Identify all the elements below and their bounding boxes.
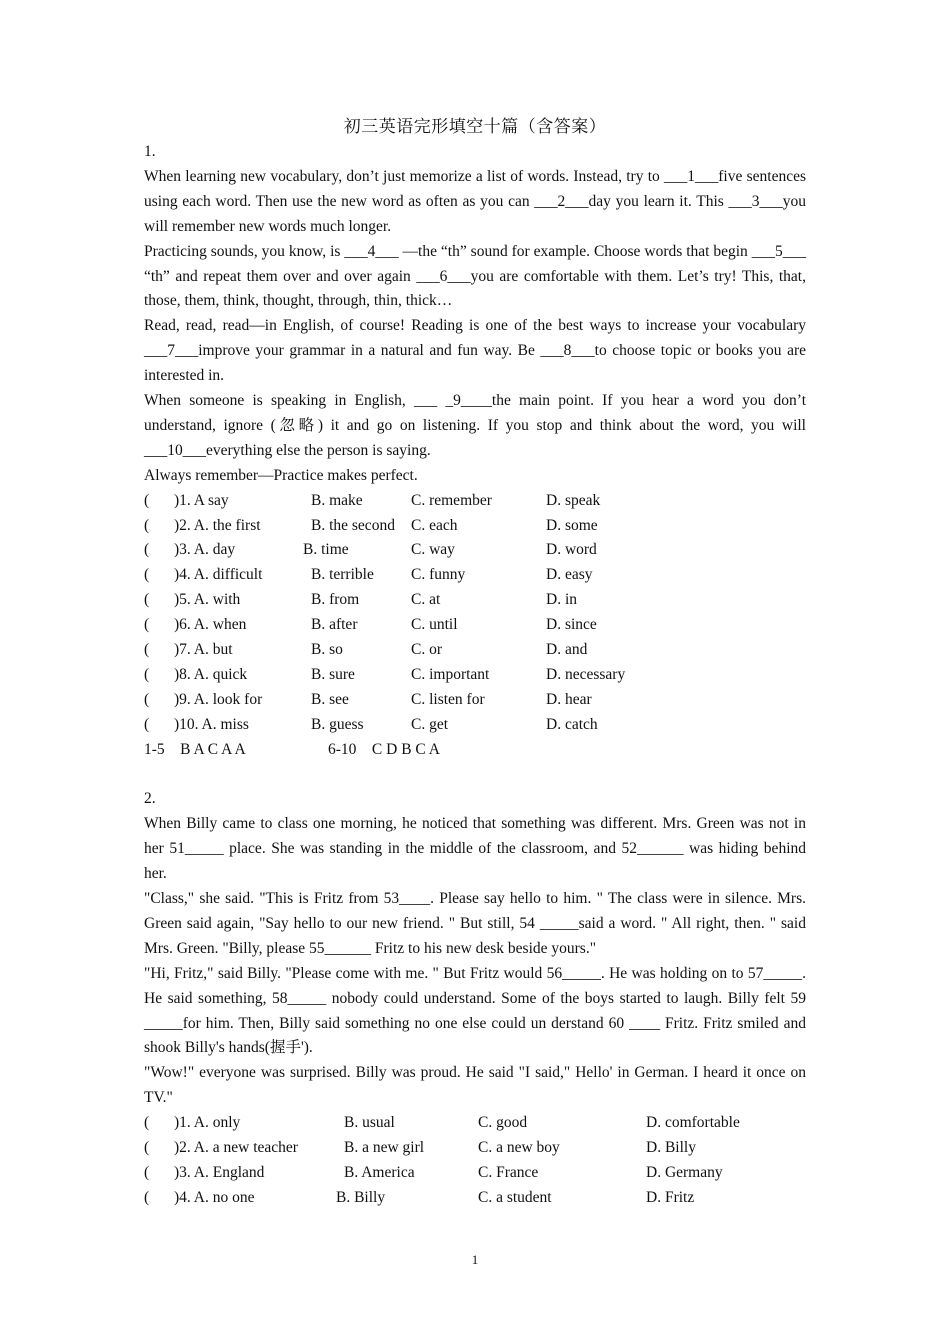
- option-d: D. in: [546, 591, 577, 609]
- option-c: C. funny: [411, 566, 466, 584]
- answer-blank: (: [144, 516, 150, 534]
- option-d: D. necessary: [546, 665, 626, 683]
- option-b: B. see: [311, 690, 349, 708]
- option-row: [144, 1136, 806, 1161]
- option-b: B. America: [344, 1163, 415, 1181]
- option-a: )9. A. look for: [174, 690, 263, 708]
- option-a: )4. A. no one: [174, 1188, 255, 1206]
- option-a: )3. A. day: [174, 541, 236, 559]
- answer-blank: (: [144, 641, 150, 659]
- passage-paragraph: Practicing sounds, you know, is ___4___ —the “th” sound for example. Choose words that begin ___5___ “th” and repeat them over and over again ___6___you are comfortable with them. Let’s try! This, that, those, them, think, thought, through, thin, thick…: [144, 242, 806, 310]
- option-d: D. Germany: [646, 1163, 723, 1181]
- answer-blank: (: [144, 541, 150, 559]
- option-row: [144, 613, 806, 638]
- passage-paragraph: Always remember—Practice makes perfect.: [144, 466, 418, 484]
- option-a: )8. A. quick: [174, 665, 248, 683]
- option-a: )2. A. the first: [174, 516, 261, 534]
- option-c: C. important: [411, 665, 490, 683]
- passage-paragraph: When learning new vocabulary, don’t just memorize a list of words. Instead, try to ___1___five sentences using each word. Then use the new word as often as you can ___2___day you learn it. This ___3___you will remember new words much longer.: [144, 167, 806, 235]
- option-c: C. listen for: [411, 690, 485, 708]
- option-d: D. easy: [546, 566, 593, 584]
- option-b: B. make: [311, 491, 363, 509]
- passage-paragraph: Read, read, read—in English, of course! Reading is one of the best ways to increase your vocabulary ___7___improve your grammar in a natural and fun way. Be ___8___to choose topic or books you are interested in.: [144, 317, 806, 385]
- option-d: D. comfortable: [646, 1114, 740, 1132]
- option-a: )6. A. when: [174, 616, 247, 634]
- answer-blank: (: [144, 1139, 150, 1157]
- option-d: D. since: [546, 616, 597, 634]
- option-b: B. so: [311, 641, 343, 659]
- option-c: C. get: [411, 715, 449, 733]
- section-1: [144, 140, 806, 762]
- option-row: [144, 1186, 806, 1211]
- answer-blank: (: [144, 491, 150, 509]
- option-b: B. sure: [311, 665, 355, 683]
- option-d: D. Fritz: [646, 1188, 695, 1206]
- section-number: 2.: [144, 790, 156, 808]
- option-b: B. time: [303, 541, 349, 559]
- option-row: [144, 1111, 806, 1136]
- option-b: B. terrible: [311, 566, 374, 584]
- option-c: C. good: [478, 1114, 528, 1132]
- option-c: C. each: [411, 516, 458, 534]
- option-d: D. and: [546, 641, 588, 659]
- option-d: D. word: [546, 541, 597, 559]
- option-row: [144, 688, 806, 713]
- option-row: [144, 588, 806, 613]
- page-number: 1: [471, 1252, 479, 1267]
- passage-paragraph: "Hi, Fritz," said Billy. "Please come with me. " But Fritz would 56_____. He was holding on to 57_____. He said something, 58_____ nobody could understand. Some of the boys started to laugh. Billy felt 59 _____for him. Then, Billy said something no one else could un derstand 60 ____ Fritz. Fritz smiled and shook Billy's hands(握手').: [144, 964, 806, 1057]
- passage-paragraph: When Billy came to class one morning, he noticed that something was different. Mrs. Green was not in her 51_____ place. She was standing in the middle of the classroom, and 52______ was hiding behind her.: [144, 815, 806, 883]
- option-row: [144, 663, 806, 688]
- option-a: )10. A. miss: [174, 715, 249, 733]
- answer-blank: (: [144, 1163, 150, 1181]
- answer-key-6-10: 6-10 C D B C A: [328, 740, 440, 758]
- answer-blank: (: [144, 1114, 150, 1132]
- section-number: 1.: [144, 143, 156, 160]
- option-row: [144, 638, 806, 663]
- option-a: )4. A. difficult: [174, 566, 263, 584]
- option-c: C. or: [411, 641, 442, 659]
- option-b: B. the second: [311, 516, 395, 534]
- option-c: C. remember: [411, 491, 492, 509]
- passage-paragraph: "Wow!" everyone was surprised. Billy was proud. He said "I said," Hello' in German. I heard it once on TV.": [144, 1064, 806, 1107]
- option-a: )1. A. only: [174, 1114, 241, 1132]
- option-a: )5. A. with: [174, 591, 241, 609]
- option-d: D. catch: [546, 715, 598, 733]
- option-row: [144, 713, 806, 738]
- answer-blank: (: [144, 665, 150, 683]
- answer-blank: (: [144, 690, 150, 708]
- option-d: D. speak: [546, 491, 601, 509]
- answer-blank: (: [144, 616, 150, 634]
- option-d: D. Billy: [646, 1139, 696, 1157]
- option-c: C. until: [411, 616, 458, 634]
- option-b: B. Billy: [336, 1188, 386, 1206]
- option-row: [144, 538, 806, 563]
- option-b: B. guess: [311, 715, 364, 733]
- options-list: [144, 1111, 806, 1211]
- answer-key-1-5: 1-5 B A C A A: [144, 740, 246, 758]
- option-c: C. a student: [478, 1188, 552, 1206]
- option-c: C. France: [478, 1163, 539, 1181]
- answer-blank: (: [144, 566, 150, 584]
- passage-paragraph: "Class," she said. "This is Fritz from 53____. Please say hello to him. " The class were in silence. Mrs. Green said again, "Say hello to our new friend. " But still, 54 _____said a word. " All right, then. " said Mrs. Green. "Billy, please 55______ Fritz to his new desk beside yours.": [144, 890, 806, 957]
- option-c: C. at: [411, 591, 441, 609]
- option-a: )1. A say: [174, 491, 229, 509]
- option-c: C. a new boy: [478, 1139, 560, 1157]
- option-row: [144, 514, 806, 539]
- option-b: B. after: [311, 616, 358, 634]
- option-b: B. a new girl: [344, 1139, 425, 1157]
- spacer: [144, 762, 806, 787]
- answer-blank: (: [144, 715, 150, 733]
- section-2: [144, 787, 806, 1210]
- option-row: [144, 563, 806, 588]
- option-d: D. some: [546, 516, 598, 534]
- answer-blank: (: [144, 1188, 150, 1206]
- option-b: B. from: [311, 591, 360, 609]
- option-b: B. usual: [344, 1114, 395, 1132]
- option-a: )7. A. but: [174, 641, 233, 659]
- option-row: [144, 489, 806, 514]
- answer-key: [144, 738, 806, 763]
- option-a: )3. A. England: [174, 1163, 265, 1181]
- document-page: [144, 114, 806, 1211]
- answer-blank: (: [144, 591, 150, 609]
- document-title: 初三英语完形填空十篇（含答案）: [343, 117, 607, 136]
- options-list: [144, 489, 806, 738]
- passage-paragraph: When someone is speaking in English, ___ _9____the main point. If you hear a word you don’t understand, ignore (忽略) it and go on listening. If you stop and think about the word, you will ___10___everything else the person is saying.: [144, 392, 806, 459]
- option-d: D. hear: [546, 690, 592, 708]
- option-c: C. way: [411, 541, 455, 559]
- option-a: )2. A. a new teacher: [174, 1139, 298, 1157]
- option-row: [144, 1161, 806, 1186]
